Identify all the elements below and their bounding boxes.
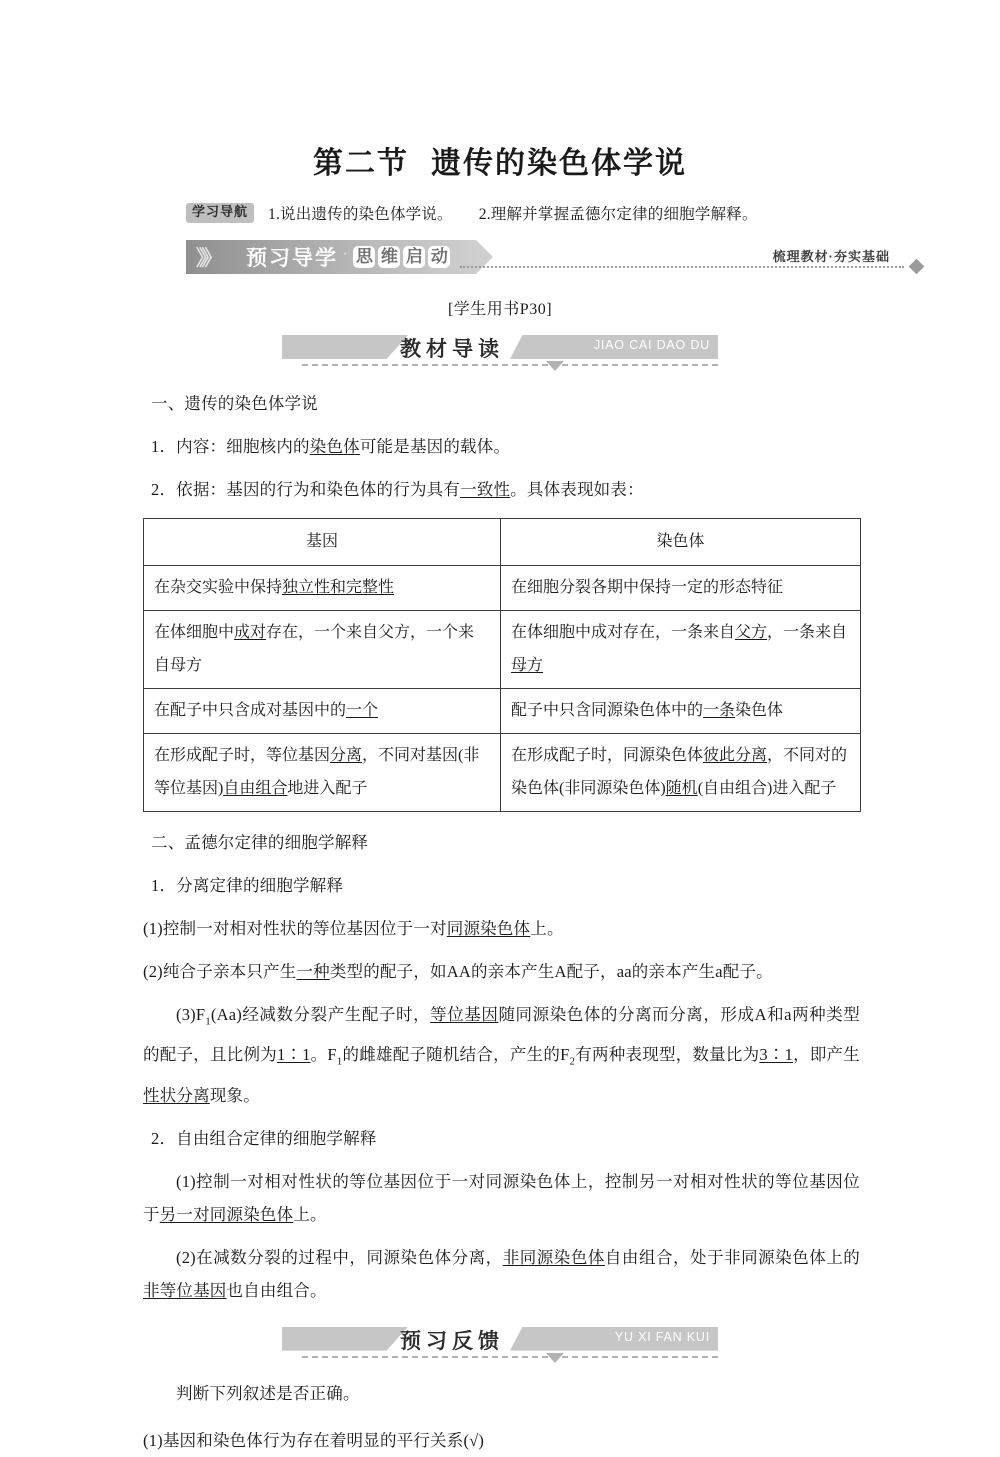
- cell-text: 地进入配子: [287, 780, 368, 797]
- learning-guide-badge: 学习导航: [186, 203, 254, 223]
- cell-underlined-text: 独立性和完整性: [282, 579, 395, 596]
- s2-p3-b: (Aa)经减数分裂产生配子时，: [210, 1005, 431, 1024]
- sub-banner-left-block: [282, 335, 408, 359]
- sub-banner-textbook-reading: [282, 333, 718, 373]
- book-reference: [学生用书P30]: [447, 301, 553, 318]
- chevron-down-icon: [546, 361, 564, 371]
- cell-text: 配子中只含同源染色体中的: [511, 702, 704, 719]
- table-cell-chromosome: [501, 734, 861, 812]
- sub-banner-dashed-rule: [302, 1356, 718, 1358]
- cell-text: 在杂交实验中保持: [154, 579, 283, 596]
- s1-i2-underlined: 一致性: [460, 480, 511, 499]
- table-cell-chromosome: [501, 611, 861, 689]
- section-2-heading: 二、孟德尔定律的细胞学解释: [151, 833, 369, 852]
- feedback-question-1: (1)基因和染色体行为存在着明显的平行关系(√): [143, 1430, 485, 1450]
- table-header-chromosome: 染色体: [501, 519, 861, 566]
- s2-p4-post: 上。: [293, 1204, 327, 1224]
- section-2-p5: [143, 1241, 860, 1307]
- s2-p3-ul3: 3∶1: [759, 1045, 794, 1065]
- table-cell-gene: [144, 611, 501, 689]
- s1-i2-post: 。具体表现如表：: [510, 480, 644, 499]
- cell-underlined-text: 父方: [735, 624, 768, 641]
- s2-p2-underlined: 一种: [296, 962, 330, 981]
- chevron-down-icon: [546, 1353, 564, 1363]
- cell-text: ，不同对基因(非等位基因): [154, 747, 480, 797]
- cell-underlined-text: 母方: [511, 657, 544, 674]
- banner-sub-1: 维: [378, 246, 400, 268]
- title-prefix: 第二节: [313, 147, 409, 180]
- table-cell-chromosome: [501, 566, 861, 611]
- sub-banner-pinyin: YU XI FAN KUI: [614, 1329, 710, 1344]
- table-body: [144, 566, 861, 812]
- s2-p2-pre: (2)纯合子亲本只产生: [143, 962, 297, 981]
- section-1-item-1: [143, 430, 860, 463]
- gene-chromosome-comparison-table: [143, 518, 861, 812]
- cell-underlined-text: 自由组合: [223, 780, 288, 797]
- s2-p3-d-sub: 1: [336, 1055, 343, 1068]
- table-row: [144, 734, 861, 812]
- s2-p3-a: (3)F: [176, 1005, 206, 1024]
- section-2-sub-1-heading: 1．分离定律的细胞学解释: [151, 876, 344, 895]
- table-cell-chromosome: [501, 689, 861, 734]
- table-cell-gene: [144, 566, 501, 611]
- s2-p3-ul4: 性状分离: [143, 1085, 210, 1105]
- s1-i1-post: 可能是基因的载体。: [359, 437, 511, 456]
- table-row: [144, 611, 861, 689]
- s2-p5-pre: (2)在减数分裂的过程中，同源染色体分离，: [176, 1247, 503, 1267]
- banner-sub-labels: [353, 246, 450, 268]
- s2-p1-post: 上。: [530, 919, 564, 938]
- guide-item-1: 1.说出遗传的染色体学说。: [268, 206, 453, 223]
- cell-text: 在形成配子时，同源染色体: [511, 747, 704, 764]
- table-row: [144, 689, 861, 734]
- section-banner-preview-study: [0, 240, 1000, 280]
- cell-text: 在细胞分裂各期中保持一定的形态特征: [511, 579, 784, 596]
- title-name: 遗传的染色体学说: [431, 147, 687, 180]
- sub-banner-title: 预习反馈: [400, 1329, 504, 1353]
- s2-p3-a-sub: 1: [205, 1015, 211, 1028]
- table-row: [144, 566, 861, 611]
- sub-banner-pinyin: JIAO CAI DAO DU: [593, 338, 710, 352]
- banner-right-note: 梳理教材·夯实基础: [772, 249, 890, 264]
- section-1-item-2: [143, 473, 860, 506]
- s1-i1-underlined: 染色体: [309, 437, 360, 456]
- table-header-row: [144, 519, 861, 566]
- document-content: [0, 387, 1000, 1307]
- cell-text: 在配子中只含成对基因中的: [154, 702, 347, 719]
- s2-p1-pre: (1)控制一对相对性状的等位基因位于一对: [143, 919, 447, 938]
- banner-sub-2: 启: [403, 246, 425, 268]
- cell-text: 存在，一个来自父方，一个来自母方: [154, 624, 475, 674]
- s2-p1-underlined: 同源染色体: [446, 919, 531, 938]
- diamond-icon: [909, 259, 925, 275]
- s2-p3-h: 现象。: [209, 1085, 260, 1105]
- s1-i1-pre: 1．内容：细胞核内的: [151, 437, 310, 456]
- s2-p4-pre: (1)控制一对相对性状的等位基因位于一对同源染色体上，控制另一对相对性状的等位基因位于: [143, 1171, 860, 1224]
- s2-p3-e: 的雌雄配子随机结合，产生的F: [342, 1045, 570, 1065]
- learning-guide-text: [268, 202, 758, 224]
- section-1-heading: 一、遗传的染色体学说: [151, 394, 318, 413]
- cell-text: 在体细胞中成对存在，一条来自: [511, 624, 736, 641]
- cell-text: 在体细胞中: [154, 624, 235, 641]
- section-2-p3: [143, 998, 860, 1112]
- banner-dotted-rule: [460, 266, 904, 268]
- cell-text: (自由组合)进入配子: [697, 780, 837, 797]
- learning-guide: [0, 202, 1000, 224]
- section-2-p4: [143, 1165, 860, 1231]
- banner-sub-3: 动: [428, 246, 450, 268]
- sub-banner-title: 教材导读: [400, 338, 504, 361]
- cell-text: ，一条来自: [767, 624, 848, 641]
- banner-sub-0: 思: [353, 246, 375, 268]
- section-2-p1: [143, 912, 860, 945]
- cell-text: 在形成配子时，等位基因: [154, 747, 331, 764]
- cell-text: 染色体: [735, 702, 784, 719]
- s2-p3-c: 随同源染色体的分离而分离，形成A和a两种类型的配子，且比例为: [143, 1005, 860, 1065]
- cell-underlined-text: 分离: [330, 747, 363, 764]
- cell-underlined-text: 一条: [703, 702, 736, 719]
- section-2-p2: [143, 955, 860, 988]
- table-header-gene: 基因: [144, 519, 501, 566]
- cell-underlined-text: 彼此分离: [703, 747, 768, 764]
- table-cell-gene: [144, 689, 501, 734]
- s1-i2-pre: 2．依据：基因的行为和染色体的行为具有: [151, 480, 461, 499]
- cell-underlined-text: 随机: [665, 780, 698, 797]
- cell-underlined-text: 一个: [346, 702, 379, 719]
- s2-p2-post: 类型的配子，如AA的亲本产生A配子，aa的亲本产生a配子。: [329, 962, 773, 981]
- s2-p5-ul2: 非等位基因: [143, 1280, 227, 1300]
- feedback-instruction: 判断下列叙述是否正确。: [176, 1383, 360, 1403]
- table-cell-gene: [144, 734, 501, 812]
- feedback-content: [0, 1377, 1000, 1457]
- s2-p3-g: ，即产生: [793, 1045, 861, 1065]
- banner-dot: ·: [343, 246, 348, 261]
- sub-banner-dashed-rule: [302, 364, 718, 366]
- banner-bar: [186, 240, 476, 274]
- double-chevron-icon: 》》: [196, 246, 218, 270]
- s2-p5-mid: 自由组合，处于非同源染色体上的: [604, 1247, 861, 1267]
- section-2-sub-2-heading: 2．自由组合定律的细胞学解释: [151, 1128, 377, 1148]
- s2-p3-ul1: 等位基因: [430, 1005, 499, 1024]
- s2-p3-e-sub: 2: [569, 1055, 576, 1068]
- sub-banner-preview-feedback: [282, 1325, 718, 1365]
- s2-p5-ul1: 非同源染色体: [502, 1247, 605, 1267]
- banner-main-label: 预习导学: [246, 247, 338, 270]
- page-title: [0, 0, 1000, 182]
- s2-p3-d: 。F: [310, 1045, 337, 1065]
- s2-p3-f: 有两种表现型，数量比为: [575, 1045, 760, 1065]
- guide-item-2: 2.理解并掌握孟德尔定律的细胞学解释。: [478, 206, 758, 223]
- sub-banner-left-block: [282, 1327, 408, 1351]
- cell-underlined-text: 成对: [234, 624, 267, 641]
- cell-text: ，不同对的染色体(非同源染色体): [511, 747, 848, 797]
- s2-p5-post: 也自由组合。: [226, 1280, 327, 1300]
- s2-p3-ul2: 1∶1: [276, 1045, 311, 1065]
- s2-p4-underlined: 另一对同源染色体: [159, 1204, 294, 1224]
